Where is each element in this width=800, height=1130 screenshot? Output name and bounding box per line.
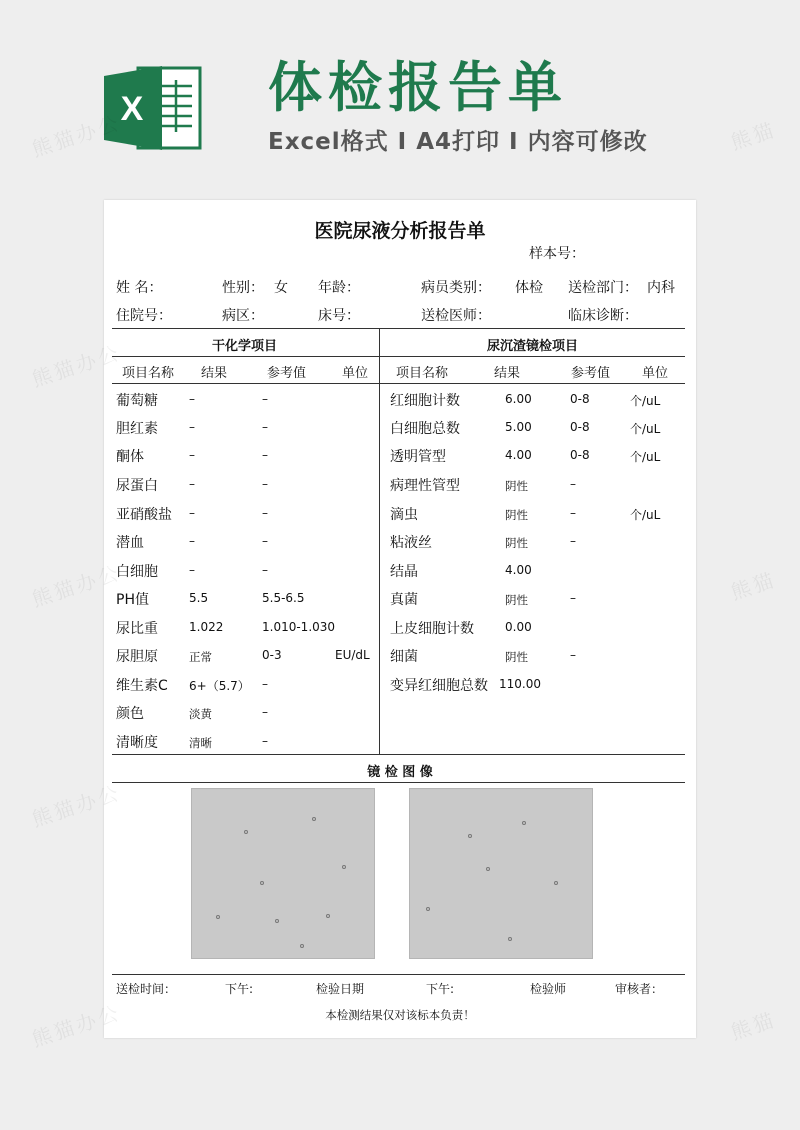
afternoon-label-1: 下午:	[225, 982, 254, 996]
right-header-item: 项目名称	[396, 366, 449, 381]
excel-logo-icon	[104, 62, 204, 154]
image-section-title: 镜 检 图 像	[367, 765, 433, 780]
right-row-result: 4.00	[505, 448, 532, 462]
gender-value: 女	[274, 280, 288, 296]
inpatient-no-label: 住院号：	[116, 308, 172, 324]
section-title-rule	[112, 356, 685, 357]
right-section-title: 尿沉渣镜检项目	[487, 339, 579, 354]
banner-subtitle: Excel格式 I A4打印 I 内容可修改	[268, 129, 648, 155]
right-row-name: 透明管型	[390, 449, 446, 465]
right-row-result: 6.00	[505, 392, 532, 406]
left-row-result: –	[189, 563, 195, 577]
name-label: 姓 名：	[116, 280, 163, 296]
right-row-name: 白细胞总数	[390, 421, 460, 437]
watermark: 熊猫办公	[29, 1000, 124, 1052]
disclaimer: 本检测结果仅对该标本负责！	[325, 1008, 475, 1022]
left-row-reference: –	[262, 477, 268, 491]
right-row-name: 粘液丝	[390, 535, 432, 551]
watermark: 熊猫办公	[29, 780, 124, 832]
right-row-reference: –	[570, 477, 576, 491]
right-header-reference: 参考值	[571, 366, 611, 381]
right-row-unit: 个/uL	[630, 422, 661, 436]
left-row-name: 白细胞	[116, 564, 158, 580]
right-row-unit: 个/uL	[630, 508, 661, 522]
left-row-name: 亚硝酸盐	[116, 507, 172, 523]
watermark: 熊猫	[727, 1007, 780, 1045]
left-row-result: –	[189, 448, 195, 462]
left-row-name: 清晰度	[116, 735, 158, 751]
send-time-label: 送检时间：	[116, 982, 177, 996]
left-row-name: 尿蛋白	[116, 478, 158, 494]
image-title-rule	[112, 782, 685, 783]
left-row-name: 葡萄糖	[116, 393, 158, 409]
left-header-reference: 参考值	[267, 366, 307, 381]
left-row-name: 酮体	[116, 449, 144, 465]
left-row-result: –	[189, 534, 195, 548]
left-row-name: 尿胆原	[116, 649, 158, 665]
left-section-title: 干化学项目	[212, 339, 278, 354]
right-row-result: 4.00	[505, 563, 532, 577]
report-title: 医院尿液分析报告单	[314, 220, 486, 242]
right-header-result: 结果	[494, 366, 521, 381]
bed-label: 床号：	[318, 308, 360, 324]
watermark: 熊猫	[727, 117, 780, 155]
left-row-reference: –	[262, 420, 268, 434]
right-row-name: 病理性管型	[390, 478, 460, 494]
right-row-result: 阴性	[505, 593, 528, 607]
left-row-name: 尿比重	[116, 621, 158, 637]
right-row-result: 110.00	[499, 677, 541, 691]
right-row-name: 变异红细胞总数	[390, 678, 488, 694]
sample-no-label: 样本号：	[529, 246, 585, 262]
banner-title: 体检报告单	[268, 56, 568, 119]
column-divider	[379, 328, 380, 754]
left-row-result: 清晰	[189, 736, 212, 750]
right-row-result: 0.00	[505, 620, 532, 634]
microscope-image-2	[409, 788, 593, 959]
right-row-reference: –	[570, 591, 576, 605]
left-row-result: –	[189, 506, 195, 520]
right-row-name: 结晶	[390, 564, 418, 580]
afternoon-label-2: 下午:	[426, 982, 455, 996]
left-row-reference: –	[262, 448, 268, 462]
right-row-result: 阴性	[505, 479, 528, 493]
right-row-name: 红细胞计数	[390, 393, 460, 409]
left-header-item: 项目名称	[122, 366, 175, 381]
header-rule	[112, 383, 685, 384]
left-row-result: –	[189, 392, 195, 406]
tester-label: 检验师	[530, 982, 567, 996]
left-row-reference: 5.5-6.5	[262, 591, 305, 605]
dept-value: 内科	[647, 280, 675, 296]
right-row-reference: 0-8	[570, 448, 590, 462]
right-row-result: 阴性	[505, 650, 528, 664]
left-row-reference: –	[262, 534, 268, 548]
right-row-reference: –	[570, 648, 576, 662]
right-header-unit: 单位	[642, 366, 669, 381]
left-row-result: 淡黄	[189, 707, 212, 721]
reviewer-label: 审核者：	[615, 982, 664, 996]
left-row-result: 5.5	[189, 591, 209, 605]
right-row-reference: 0-8	[570, 420, 590, 434]
report-sheet	[104, 200, 696, 1038]
left-row-reference: 0-3	[262, 648, 282, 662]
right-row-result: 阴性	[505, 508, 528, 522]
right-row-reference: –	[570, 506, 576, 520]
left-row-name: 维生素C	[116, 678, 168, 694]
left-row-reference: –	[262, 705, 268, 719]
right-row-name: 真菌	[390, 592, 418, 608]
left-row-result: 1.022	[189, 620, 224, 634]
patient-type-value: 体检	[515, 280, 543, 296]
left-row-result: –	[189, 420, 195, 434]
microscope-image-1	[191, 788, 375, 959]
test-date-label: 检验日期	[316, 982, 365, 996]
left-row-name: 胆红素	[116, 421, 158, 437]
watermark: 熊猫办公	[29, 340, 124, 392]
footer-rule	[112, 974, 685, 975]
right-row-reference: –	[570, 534, 576, 548]
dept-label: 送检部门：	[568, 280, 638, 296]
left-row-reference: –	[262, 677, 268, 691]
table-bottom-rule	[112, 754, 685, 755]
patient-type-label: 病员类别：	[421, 280, 491, 296]
left-row-reference: 1.010-1.030	[262, 620, 336, 634]
left-row-name: 颜色	[116, 706, 144, 722]
left-row-reference: –	[262, 563, 268, 577]
left-row-result: –	[189, 477, 195, 491]
right-row-result: 阴性	[505, 536, 528, 550]
right-row-unit: 个/uL	[630, 450, 661, 464]
left-row-name: 潜血	[116, 535, 144, 551]
diagnosis-label: 临床诊断：	[568, 308, 638, 324]
logo-letter: X	[120, 90, 144, 128]
left-row-reference: –	[262, 392, 268, 406]
left-header-result: 结果	[201, 366, 228, 381]
doctor-label: 送检医师：	[421, 308, 491, 324]
right-row-name: 细菌	[390, 649, 418, 665]
watermark: 熊猫办公	[29, 560, 124, 612]
left-row-unit: EU/dL	[335, 648, 370, 662]
left-row-result: 正常	[189, 650, 212, 664]
right-row-name: 滴虫	[390, 507, 418, 523]
left-row-reference: –	[262, 734, 268, 748]
right-row-unit: 个/uL	[630, 394, 661, 408]
right-row-reference: 0-8	[570, 392, 590, 406]
ward-label: 病区：	[222, 308, 264, 324]
table-top-rule	[112, 328, 685, 329]
age-label: 年龄：	[318, 280, 360, 296]
left-row-name: PH值	[116, 592, 149, 608]
right-row-name: 上皮细胞计数	[390, 621, 474, 637]
watermark: 熊猫办公	[29, 110, 124, 162]
right-row-result: 5.00	[505, 420, 532, 434]
left-header-unit: 单位	[342, 366, 369, 381]
left-row-reference: –	[262, 506, 268, 520]
gender-label: 性别：	[222, 280, 264, 296]
left-row-result: 6+（5.7）	[189, 679, 250, 693]
watermark: 熊猫	[727, 567, 780, 605]
